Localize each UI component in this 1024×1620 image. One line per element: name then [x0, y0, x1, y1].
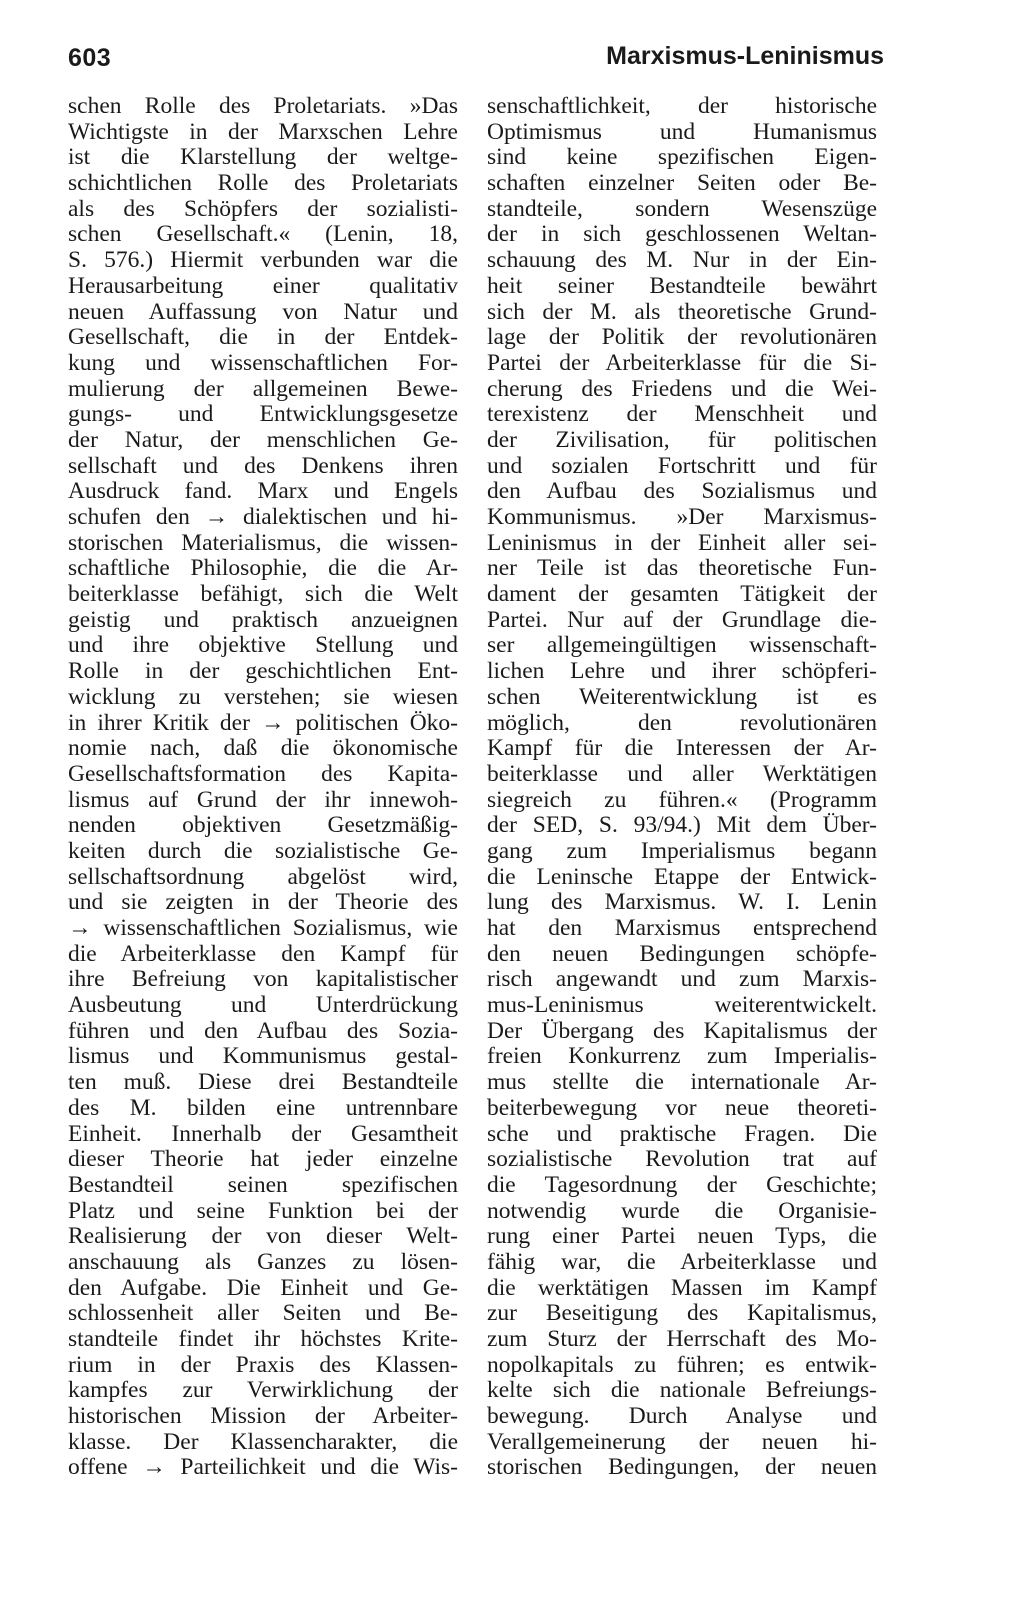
text-line: Der Übergang des Kapitalismus der — [487, 1017, 877, 1044]
text-line: nopolkapitals zu führen; es entwik- — [487, 1351, 877, 1378]
text-line: freien Konkurrenz zum Imperialis- — [487, 1043, 877, 1070]
text-line: des M. bilden eine untrennbare — [68, 1094, 458, 1121]
text-line: historischen Mission der Arbeiter- — [68, 1403, 458, 1430]
text-line: siegreich zu führen.« (Programm — [487, 786, 877, 813]
text-line: rium in der Praxis des Klassen- — [68, 1351, 458, 1378]
text-line: geistig und praktisch anzueignen — [68, 606, 458, 633]
text-line: senschaftlichkeit, der historische — [487, 93, 877, 119]
text-line: fähig war, die Arbeiterklasse und — [487, 1248, 877, 1275]
text-line: storischen Materialismus, die wissen- — [68, 529, 458, 556]
text-line: beiterklasse befähigt, sich die Welt — [68, 581, 458, 608]
text-line: ser allgemeingültigen wissenschaft- — [487, 632, 877, 659]
text-line: die Tagesordnung der Geschichte; — [487, 1171, 877, 1198]
text-line: Herausarbeitung einer qualitativ — [68, 272, 458, 299]
text-line: der Natur, der menschlichen Ge- — [68, 426, 458, 453]
text-line: ten muß. Diese drei Bestandteile — [68, 1069, 458, 1096]
text-line: Leninismus in der Einheit aller sei- — [487, 529, 877, 556]
text-line: storischen Bedingungen, der neuen — [487, 1454, 877, 1481]
text-line: mus stellte die internationale Ar- — [487, 1069, 877, 1096]
text-line: sellschaft und des Denkens ihren — [68, 452, 458, 479]
text-line: Gesellschaftsformation des Kapita- — [68, 760, 458, 787]
text-line: ner Teile ist das theoretische Fun- — [487, 555, 877, 582]
text-line: in ihrer Kritik der → politischen Öko- — [68, 709, 458, 736]
text-line: und ihre objektive Stellung und — [68, 632, 458, 659]
text-line: standteile, sondern Wesenszüge — [487, 195, 877, 222]
text-line: zur Beseitigung des Kapitalismus, — [487, 1300, 877, 1327]
running-title: Marxismus-Leninismus — [606, 42, 884, 70]
text-line: lismus auf Grund der ihr innewoh- — [68, 786, 458, 813]
text-line: die werktätigen Massen im Kampf — [487, 1274, 877, 1301]
text-line: Kommunismus. »Der Marxismus- — [487, 504, 877, 530]
text-line: offene → Parteilichkeit und die Wis- — [68, 1454, 458, 1481]
text-line: sche und praktische Fragen. Die — [487, 1120, 877, 1147]
text-line: schaften einzelner Seiten oder Be- — [487, 170, 877, 197]
text-line: gang zum Imperialismus begann — [487, 837, 877, 864]
text-line: schlossenheit aller Seiten und Be- — [68, 1300, 458, 1327]
text-line: als des Schöpfers der sozialisti- — [68, 195, 458, 222]
text-line: bewegung. Durch Analyse und — [487, 1403, 877, 1430]
text-line: risch angewandt und zum Marxis- — [487, 966, 877, 993]
text-line: nenden objektiven Gesetzmäßig- — [68, 812, 458, 839]
text-line: mulierung der allgemeinen Bewe- — [68, 375, 458, 402]
text-line: der SED, S. 93/94.) Mit dem Über- — [487, 812, 877, 839]
text-line: anschauung als Ganzes zu lösen- — [68, 1248, 458, 1275]
text-line: mus-Leninismus weiterentwickelt. — [487, 992, 877, 1019]
text-line: der Zivilisation, für politischen — [487, 426, 877, 453]
text-line: und sie zeigten in der Theorie des — [68, 889, 458, 916]
text-line: lismus und Kommunismus gestal- — [68, 1043, 458, 1070]
text-line: sich der M. als theoretische Grund- — [487, 298, 877, 325]
text-line: Kampf für die Interessen der Ar- — [487, 735, 877, 762]
text-line: Partei. Nur auf der Grundlage die- — [487, 606, 877, 633]
text-line: Ausbeutung und Unterdrückung — [68, 992, 458, 1019]
text-line: lage der Politik der revolutionären — [487, 324, 877, 351]
text-line: schaftliche Philosophie, die die Ar- — [68, 555, 458, 582]
text-line: Partei der Arbeiterklasse für die Si- — [487, 349, 877, 376]
text-line: zum Sturz der Herrschaft des Mo- — [487, 1326, 877, 1352]
text-line: nomie nach, daß die ökonomische — [68, 735, 458, 762]
text-line: schen Gesellschaft.« (Lenin, 18, — [68, 221, 458, 248]
text-line: schen Rolle des Proletariats. »Das — [68, 93, 458, 119]
text-line: kampfes zur Verwirklichung der — [68, 1377, 458, 1404]
text-line: lung des Marxismus. W. I. Lenin — [487, 889, 877, 916]
text-line: den neuen Bedingungen schöpfe- — [487, 940, 877, 967]
text-line: Gesellschaft, die in der Entdek- — [68, 324, 458, 351]
text-line: terexistenz der Menschheit und — [487, 401, 877, 428]
text-line: kung und wissenschaftlichen For- — [68, 349, 458, 376]
text-line: kelte sich die nationale Befreiungs- — [487, 1377, 877, 1404]
text-line: beiterbewegung vor neue theoreti- — [487, 1094, 877, 1121]
text-line: schen Weiterentwicklung ist es — [487, 683, 877, 710]
text-line: Optimismus und Humanismus — [487, 118, 877, 145]
text-line: Einheit. Innerhalb der Gesamtheit — [68, 1120, 458, 1147]
text-line: Wichtigste in der Marxschen Lehre — [68, 118, 458, 145]
text-line: cherung des Friedens und die Wei- — [487, 375, 877, 402]
text-line: klasse. Der Klassencharakter, die — [68, 1428, 458, 1455]
text-line: schufen den → dialektischen und hi- — [68, 504, 458, 530]
text-line: Platz und seine Funktion bei der — [68, 1197, 458, 1224]
text-line: dament der gesamten Tätigkeit der — [487, 581, 877, 608]
left-text-column — [68, 94, 458, 1481]
text-line: schichtlichen Rolle des Proletariats — [68, 170, 458, 197]
text-line: führen und den Aufbau des Sozia- — [68, 1017, 458, 1044]
text-line: keiten durch die sozialistische Ge- — [68, 837, 458, 864]
text-line: S. 576.) Hiermit verbunden war die — [68, 247, 458, 274]
right-text-column — [487, 94, 877, 1481]
text-line: schauung des M. Nur in der Ein- — [487, 247, 877, 274]
text-line: sind keine spezifischen Eigen- — [487, 144, 877, 171]
text-line: die Leninsche Etappe der Entwick- — [487, 863, 877, 890]
text-line: Ausdruck fand. Marx und Engels — [68, 478, 458, 505]
text-line: Rolle in der geschichtlichen Ent- — [68, 658, 458, 685]
text-line: sellschaftsordnung abgelöst wird, — [68, 863, 458, 890]
text-line: dieser Theorie hat jeder einzelne — [68, 1146, 458, 1173]
text-line: wicklung zu verstehen; sie wiesen — [68, 683, 458, 710]
text-line: Bestandteil seinen spezifischen — [68, 1171, 458, 1198]
text-line: beiterklasse und aller Werktätigen — [487, 760, 877, 787]
text-line: der in sich geschlossenen Weltan- — [487, 221, 877, 248]
text-line: standteile findet ihr höchstes Krite- — [68, 1326, 458, 1352]
text-line: hat den Marxismus entsprechend — [487, 915, 877, 941]
text-line: Verallgemeinerung der neuen hi- — [487, 1428, 877, 1455]
page-number: 603 — [68, 44, 112, 72]
text-line: → wissenschaftlichen Sozialismus, wie — [68, 915, 458, 941]
text-line: den Aufbau des Sozialismus und — [487, 478, 877, 505]
text-line: heit seiner Bestandteile bewährt — [487, 272, 877, 299]
text-line: notwendig wurde die Organisie- — [487, 1197, 877, 1224]
text-line: ist die Klarstellung der weltge- — [68, 144, 458, 171]
text-line: sozialistische Revolution trat auf — [487, 1146, 877, 1173]
text-line: rung einer Partei neuen Typs, die — [487, 1223, 877, 1250]
text-line: ihre Befreiung von kapitalistischer — [68, 966, 458, 993]
text-line: gungs- und Entwicklungsgesetze — [68, 401, 458, 428]
text-line: den Aufgabe. Die Einheit und Ge- — [68, 1274, 458, 1301]
text-line: lichen Lehre und ihrer schöpferi- — [487, 658, 877, 685]
text-line: möglich, den revolutionären — [487, 709, 877, 736]
text-line: neuen Auffassung von Natur und — [68, 298, 458, 325]
text-line: die Arbeiterklasse den Kampf für — [68, 940, 458, 967]
text-line: Realisierung der von dieser Welt- — [68, 1223, 458, 1250]
text-line: und sozialen Fortschritt und für — [487, 452, 877, 479]
